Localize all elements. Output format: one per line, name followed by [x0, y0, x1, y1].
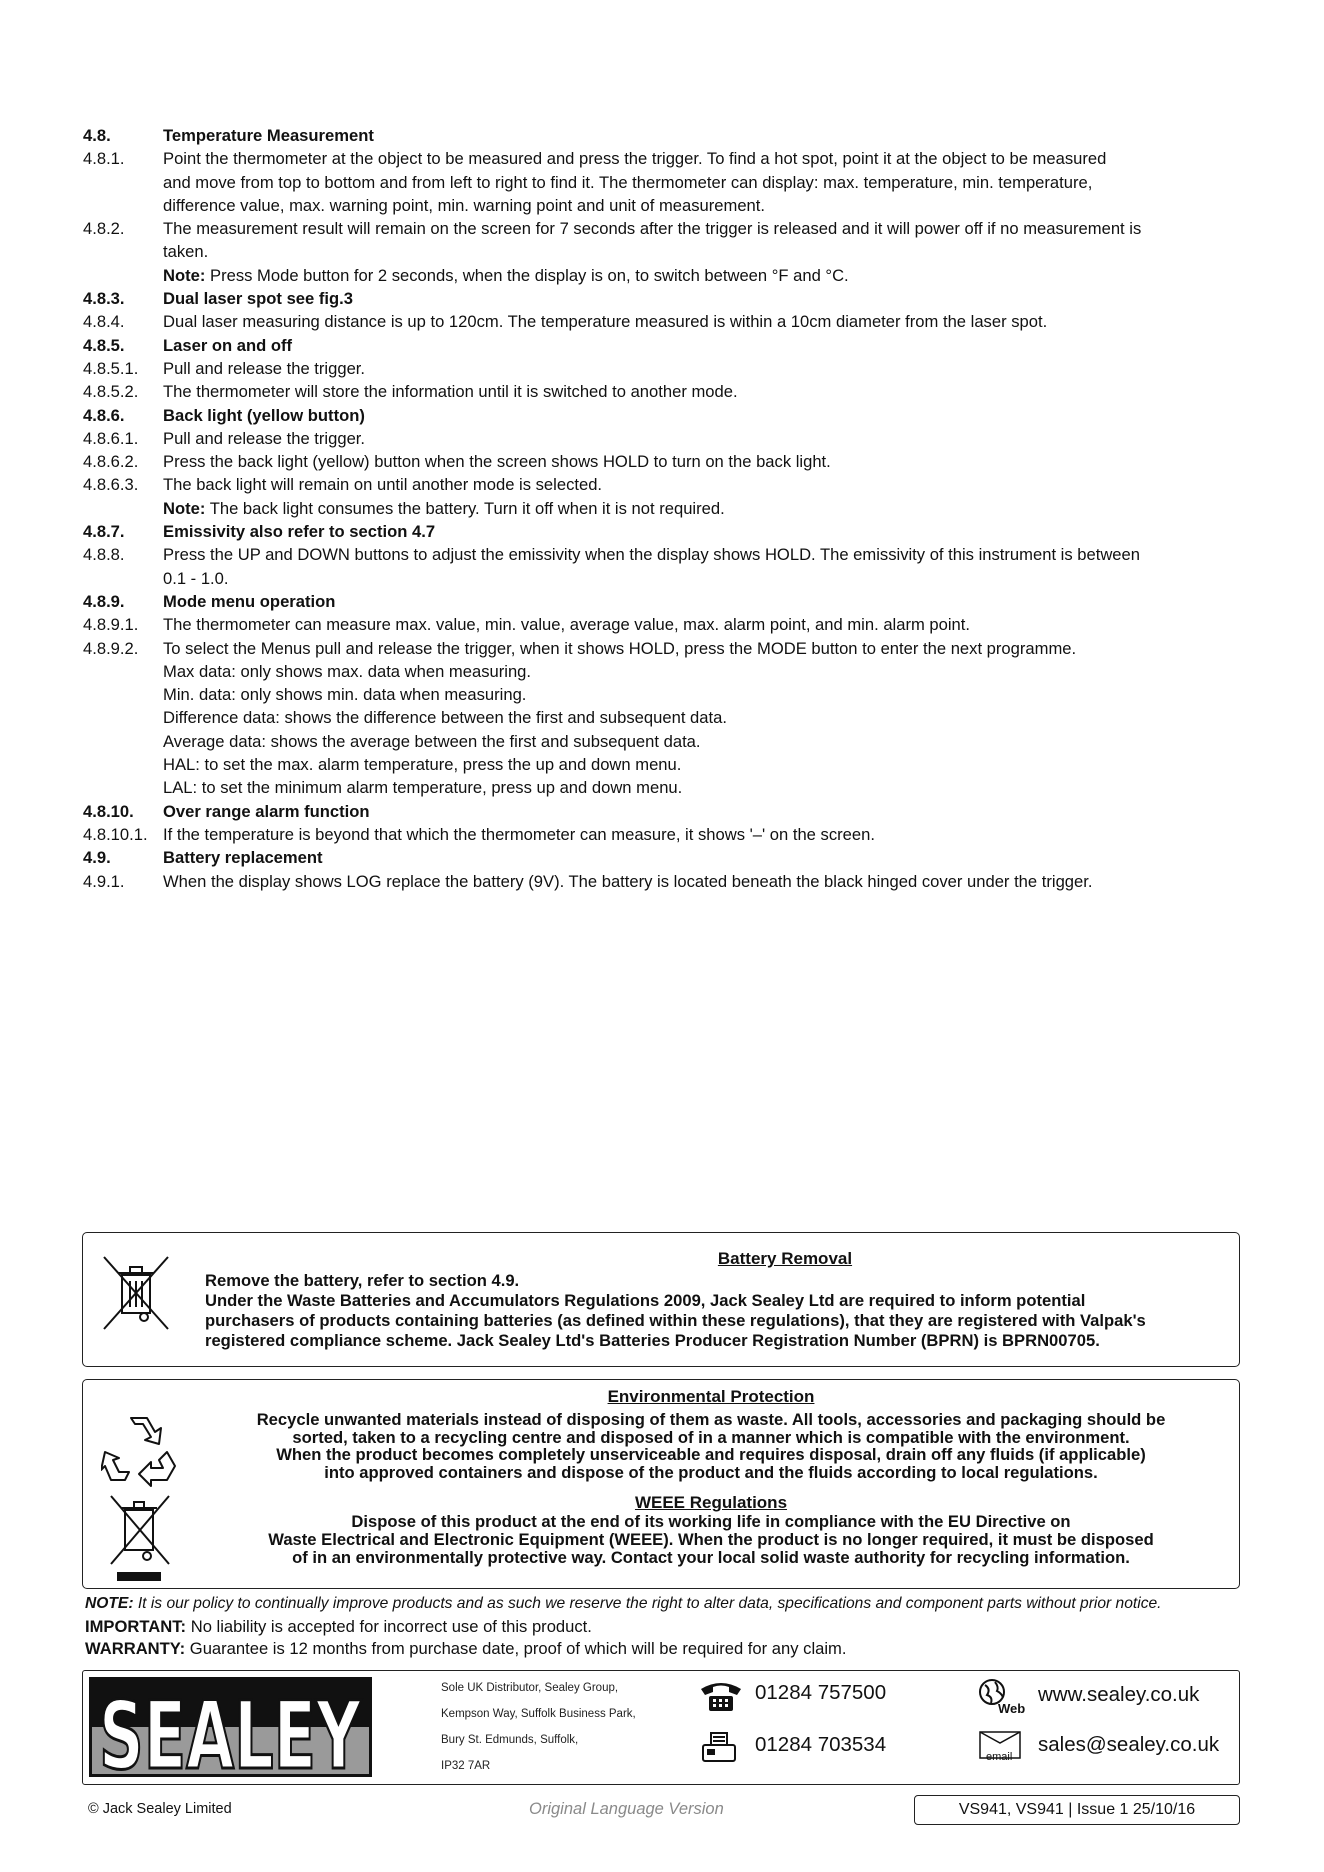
instruction-row: [83, 380, 1263, 403]
important-label: IMPORTANT:: [85, 1616, 187, 1636]
instruction-text: Emissivity also refer to section 4.7: [163, 522, 436, 542]
instruction-number: 4.8.4.: [83, 312, 125, 332]
battery-removal-box: [82, 1232, 1240, 1367]
crossed-bin-icon: [100, 1253, 172, 1333]
instruction-row: [83, 706, 1263, 729]
instruction-row: [83, 660, 1263, 683]
instruction-row: [83, 357, 1263, 380]
instruction-number: 4.8.10.: [83, 801, 134, 821]
instruction-row: [83, 171, 1263, 194]
instruction-number: 4.8.6.1.: [83, 428, 139, 448]
footer-contact-box: [82, 1670, 1240, 1785]
notes-section: [85, 1593, 1285, 1661]
instruction-number: 4.8.8.: [83, 545, 125, 565]
instruction-row: [83, 217, 1263, 240]
instruction-row: [83, 287, 1263, 310]
instruction-number: [83, 706, 163, 729]
instruction-number: [83, 567, 163, 590]
instruction-text: Point the thermometer at the object to be measured and press the trigger. To find a hot spot, point it at the object to be measured: [163, 149, 1107, 169]
address-line: Bury St. Edmunds, Suffolk,: [441, 1734, 579, 1746]
instruction-text: HAL: to set the max. alarm temperature, press the up and down menu.: [163, 755, 682, 775]
instruction-text: Max data: only shows max. data when measuring.: [163, 661, 532, 681]
web-label: Web: [998, 1701, 1026, 1716]
weee-line: of in an environmentally protective way. Contact your local solid waste authority for recycling information.: [292, 1547, 1130, 1567]
issue-box: VS941, VS941 | Issue 1 25/10/16: [914, 1795, 1240, 1825]
telephone-icon: [699, 1679, 743, 1713]
instruction-row: [83, 520, 1263, 543]
instructions-list: [83, 124, 1263, 893]
instruction-number: 4.8.3.: [83, 289, 125, 309]
warranty-line: [85, 1638, 1285, 1661]
instruction-row: [83, 683, 1263, 706]
instruction-row: [83, 310, 1263, 333]
env-line: sorted, taken to a recycling centre and disposed of in a manner which is compatible with the environment.: [292, 1427, 1130, 1447]
instruction-text: Battery replacement: [163, 848, 323, 868]
instruction-text: Over range alarm function: [163, 801, 370, 821]
env-line: When the product becomes completely unserviceable and requires disposal, drain off any fluids (if applicable): [276, 1445, 1146, 1465]
logo-text: SEALEY: [99, 1682, 362, 1777]
instruction-number: 4.8.2.: [83, 219, 125, 239]
env-line: Recycle unwanted materials instead of disposing of them as waste. All tools, accessories and packaging should be: [256, 1410, 1166, 1429]
email-link[interactable]: sales@sealey.co.uk: [1038, 1733, 1220, 1756]
instruction-row: [83, 404, 1263, 427]
instruction-number: 4.9.1.: [83, 871, 125, 891]
instruction-number: [83, 194, 163, 217]
instruction-number: [83, 497, 163, 520]
battery-line: Under the Waste Batteries and Accumulators Regulations 2009, Jack Sealey Ltd are required to inform potential: [205, 1291, 1086, 1310]
instruction-text: Laser on and off: [163, 335, 293, 355]
env-line: into approved containers and dispose of the product and the fluids according to local regulations.: [324, 1462, 1098, 1482]
environmental-protection-title: Environmental Protection: [607, 1387, 815, 1406]
instruction-row: [83, 776, 1263, 799]
instruction-row: [83, 823, 1263, 846]
instruction-text: The measurement result will remain on the screen for 7 seconds after the trigger is released and it will power off if no measurement is: [163, 219, 1142, 239]
instruction-row: [83, 473, 1263, 496]
fax-icon: [699, 1729, 739, 1765]
instruction-number: 4.8.5.2.: [83, 382, 139, 402]
note-text: The back light consumes the battery. Turn it off when it is not required.: [205, 498, 725, 518]
email-label: email: [986, 1751, 1013, 1763]
instruction-number: 4.8.6.3.: [83, 475, 139, 495]
instruction-text: To select the Menus pull and release the trigger, when it shows HOLD, press the MODE button to enter the next programme.: [163, 638, 1077, 658]
battery-line: registered compliance scheme. Jack Sealey Ltd's Batteries Producer Registration Number (BPRN) is BPRN00705.: [205, 1331, 1100, 1350]
instruction-text: Dual laser measuring distance is up to 120cm. The temperature measured is within a 10cm diameter from the laser spot.: [163, 312, 1048, 332]
instruction-number: 4.8.9.2.: [83, 638, 139, 658]
instruction-text: [163, 264, 1263, 287]
instruction-number: [83, 660, 163, 683]
instruction-number: 4.8.5.1.: [83, 358, 139, 378]
phone-number[interactable]: 01284 757500: [755, 1681, 887, 1704]
address-line: Kempson Way, Suffolk Business Park,: [441, 1708, 636, 1720]
instruction-row: [83, 240, 1263, 263]
instruction-text: difference value, max. warning point, min. warning point and unit of measurement.: [163, 195, 766, 215]
instruction-row: [83, 846, 1263, 869]
instruction-row: [83, 334, 1263, 357]
instruction-number: 4.8.9.: [83, 591, 125, 611]
instruction-row: [83, 543, 1263, 566]
instruction-text: [163, 497, 1263, 520]
instruction-row: [83, 613, 1263, 636]
instruction-row: [83, 567, 1263, 590]
instruction-number: 4.8.1.: [83, 149, 125, 169]
instruction-text: 0.1 - 1.0.: [163, 568, 229, 588]
important-text: No liability is accepted for incorrect use of this product.: [186, 1616, 592, 1636]
instruction-row: [83, 147, 1263, 170]
instruction-number: [83, 730, 163, 753]
instruction-row: [83, 637, 1263, 660]
instruction-number: [83, 171, 163, 194]
instruction-text: When the display shows LOG replace the battery (9V). The battery is located beneath the black hinged cover under the trigger.: [163, 871, 1093, 891]
instruction-number: [83, 776, 163, 799]
instruction-text: The back light will remain on until another mode is selected.: [163, 475, 603, 495]
instruction-number: 4.8.9.1.: [83, 615, 139, 635]
note-label: Note:: [163, 498, 206, 518]
instruction-text: The thermometer will store the information until it is switched to another mode.: [163, 382, 738, 402]
battery-line: purchasers of products containing batteries (as defined within these regulations), that they are registered with Valpak's: [205, 1311, 1146, 1330]
instruction-text: The thermometer can measure max. value, min. value, average value, max. alarm point, and min. alarm point.: [163, 615, 971, 635]
instruction-number: 4.8.5.: [83, 335, 125, 355]
instruction-row: [83, 497, 1263, 520]
instruction-text: Pull and release the trigger.: [163, 428, 366, 448]
instruction-text: and move from top to bottom and from left to right to find it. The thermometer can display: max. temperature, min. temperature,: [163, 172, 1093, 192]
instruction-number: [83, 264, 163, 287]
instruction-row: [83, 194, 1263, 217]
note-label: NOTE:: [85, 1595, 134, 1612]
instruction-row: [83, 427, 1263, 450]
weee-regulations-title: WEEE Regulations: [634, 1493, 788, 1513]
note-text: It is our policy to continually improve products and as such we reserve the right to alter data, specifications and component parts without prior notice.: [133, 1595, 1162, 1612]
instruction-row: [83, 124, 1263, 147]
fax-number[interactable]: 01284 703534: [755, 1733, 887, 1756]
instruction-row: [83, 264, 1263, 287]
original-language-label: Original Language Version: [529, 1800, 724, 1818]
instruction-row: [83, 730, 1263, 753]
instruction-text: Pull and release the trigger.: [163, 358, 366, 378]
weee-line: Waste Electrical and Electronic Equipment (WEEE). When the product is no longer required, it must be disposed: [268, 1529, 1154, 1549]
instruction-text: LAL: to set the minimum alarm temperature, press up and down menu.: [163, 778, 683, 798]
weee-line: Dispose of this product at the end of its working life in compliance with the EU Directive on: [351, 1512, 1071, 1532]
instruction-row: [83, 753, 1263, 776]
important-line: [85, 1616, 1285, 1639]
instruction-number: 4.8.6.2.: [83, 452, 139, 472]
instruction-number: 4.9.: [83, 848, 111, 868]
instruction-text: Press the UP and DOWN buttons to adjust the emissivity when the display shows HOLD. The emissivity of this instrument is between: [163, 545, 1140, 565]
instruction-text: taken.: [163, 242, 209, 262]
copyright: © Jack Sealey Limited: [88, 1801, 232, 1817]
weee-bin-icon: [107, 1494, 173, 1584]
warranty-label: WARRANTY:: [85, 1639, 186, 1658]
address-line: IP32 7AR: [441, 1760, 491, 1772]
instruction-text: Press the back light (yellow) button when the screen shows HOLD to turn on the back light.: [163, 452, 831, 472]
instruction-row: [83, 590, 1263, 613]
sealey-logo: [89, 1677, 372, 1777]
instruction-number: 4.8.7.: [83, 522, 125, 542]
recycle-icon: [101, 1412, 181, 1490]
warranty-text: Guarantee is 12 months from purchase date, proof of which will be required for any claim.: [185, 1639, 847, 1658]
distributor-address: [441, 1675, 636, 1779]
instruction-text: Back light (yellow button): [163, 405, 365, 425]
website-link[interactable]: www.sealey.co.uk: [1038, 1683, 1200, 1706]
instruction-row: [83, 450, 1263, 473]
note-text: Press Mode button for 2 seconds, when the display is on, to switch between °F and °C.: [205, 265, 849, 285]
instruction-text: Temperature Measurement: [163, 126, 374, 145]
instruction-number: [83, 753, 163, 776]
instruction-number: 4.8.10.1.: [83, 824, 148, 844]
instruction-text: Mode menu operation: [163, 591, 336, 611]
instruction-row: [83, 800, 1263, 823]
battery-line: Remove the battery, refer to section 4.9.: [205, 1271, 520, 1290]
instruction-row: [83, 870, 1263, 893]
instruction-text: Dual laser spot see fig.3: [163, 289, 353, 309]
instruction-text: Difference data: shows the difference between the first and subsequent data.: [163, 708, 727, 728]
instruction-number: 4.8.: [83, 126, 111, 145]
note-line: [85, 1593, 1285, 1616]
instruction-text: Average data: shows the average between the first and subsequent data.: [163, 731, 701, 751]
address-line: Sole UK Distributor, Sealey Group,: [441, 1682, 619, 1694]
instruction-number: [83, 240, 163, 263]
instruction-text: If the temperature is beyond that which the thermometer can measure, it shows '–' on the screen.: [163, 824, 875, 844]
note-label: Note:: [163, 265, 206, 285]
instruction-number: 4.8.6.: [83, 405, 125, 425]
instruction-text: Min. data: only shows min. data when measuring.: [163, 685, 527, 705]
environmental-protection-box: [82, 1379, 1240, 1589]
instruction-number: [83, 683, 163, 706]
battery-removal-title: Battery Removal: [717, 1249, 853, 1268]
